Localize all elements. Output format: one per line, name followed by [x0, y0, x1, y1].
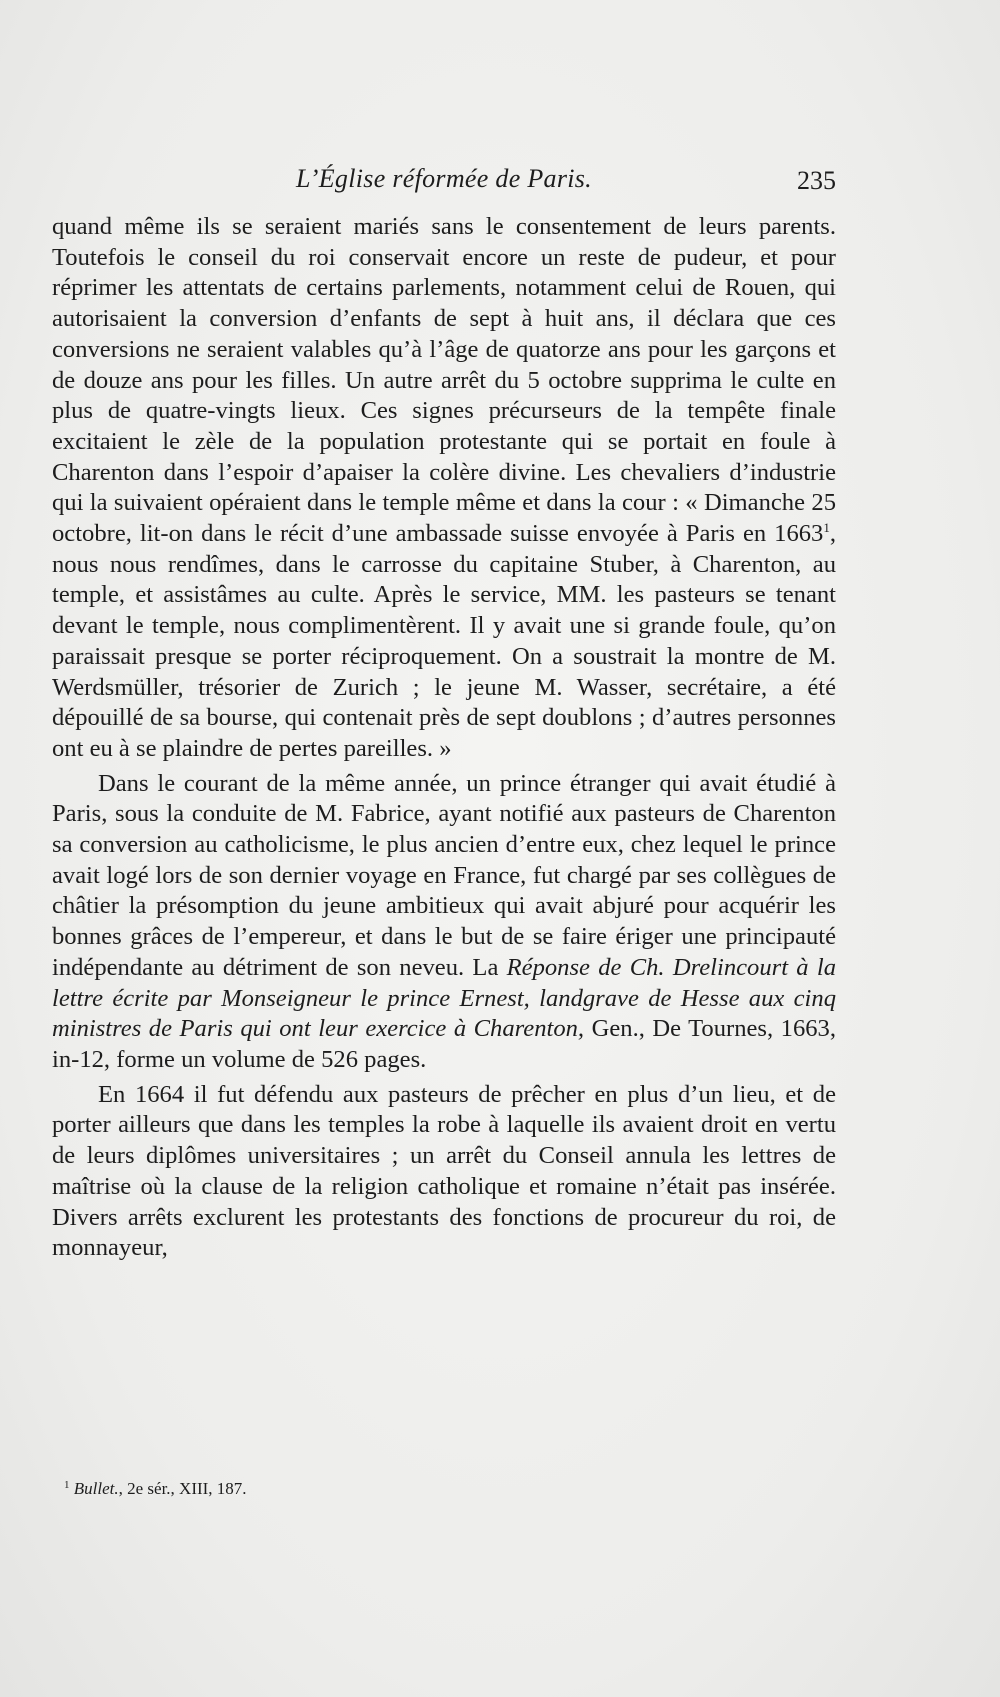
book-title-citation: Réponse de Ch. Drelincourt à la lettre écrite par Monseigneur le prince Ernest, landgrave de Hesse aux cinq ministres de Paris qui ont leur exercice à Charenton,: [52, 953, 836, 1043]
paragraph-3-text: En 1664 il fut défendu aux pasteurs de prêcher en plus d’un lieu, et de porter ailleurs que dans les temples la robe à laquelle ils avaient droit en vertu de leurs diplômes universitaires ; un arrêt du Conseil annula les lettres de maîtrise où la clause de la religion catholique et romaine n’était pas insérée. Divers arrêts exclurent les protestants des fonctions de procureur du roi, de monnayeur,: [52, 1080, 836, 1262]
paragraph-2-text-start: Dans le courant de la même année, un prince étranger qui avait étudié à Paris, sous la conduite de M. Fabrice, ayant notifié aux pasteurs de Charenton sa conversion au catholicisme, le plus ancien d’entre eux, chez lequel le prince avait logé lors de son dernier voyage en France, fut chargé par ses collègues de châtier la présomption du jeune ambitieux qui avait abjuré pour acquérir les bonnes grâces de l’empereur, et dans le but de se faire ériger une principauté indépendante au détriment de son neveu. La: [52, 769, 836, 981]
footnote-source: Bullet.: [73, 1479, 119, 1498]
paragraph-3: [52, 1080, 836, 1264]
page-header: [52, 164, 836, 200]
page-number: 235: [797, 166, 836, 195]
footnote: [64, 1478, 824, 1500]
footnote-details: , 2e sér., XIII, 187.: [118, 1479, 247, 1498]
main-text: [52, 212, 836, 1264]
paragraph-2-text-end: Gen., De Tournes, 1663, in-12, forme un volume de 526 pages.: [52, 1015, 836, 1073]
paragraph-1-text-start: quand même ils se seraient mariés sans le consentement de leurs parents. Toutefois le conseil du roi conservait encore un reste de pudeur, et pour réprimer les attentats de certains parlements, notamment celui de Rouen, qui autorisaient la conversion d’enfants de sept à huit ans, il déclara que ces conversions ne seraient valables qu’à l’âge de quatorze ans pour les garçons et de douze ans pour les filles. Un autre arrêt du 5 octobre supprima le culte en plus de quatre-vingts lieux. Ces signes précurseurs de la tempête finale excitaient le zèle de la population protestante qui se portait en foule à Charenton dans l’espoir d’apaiser la colère divine. Les chevaliers d’industrie qui la suivaient opéraient dans le temple même et dans la cour : « Dimanche 25 octobre, lit-on dans le récit d’une ambassade suisse envoyée à Paris en 1663: [52, 213, 836, 548]
footnote-number: 1: [64, 1479, 70, 1491]
paragraph-1: [52, 212, 836, 765]
paragraph-1-text-end: , nous nous rendîmes, dans le carrosse du capitaine Stuber, à Charenton, au temple, et assistâmes au culte. Après le service, MM. les pasteurs se tenant devant le temple, nous complimentèrent. Il y avait une si grande foule, qu’on paraissait presque se porter réciproquement. On a soustrait la montre de M. Werdsmüller, trésorier de Zurich ; le jeune M. Wasser, secrétaire, a été dépouillé de sa bourse, qui contenait près de sept doublons ; d’autres personnes ont eu à se plaindre de pertes pareilles. »: [52, 520, 836, 762]
footnote-reference: 1: [823, 520, 830, 536]
paragraph-2: [52, 769, 836, 1076]
running-title: L’Église réformée de Paris.: [296, 164, 592, 193]
